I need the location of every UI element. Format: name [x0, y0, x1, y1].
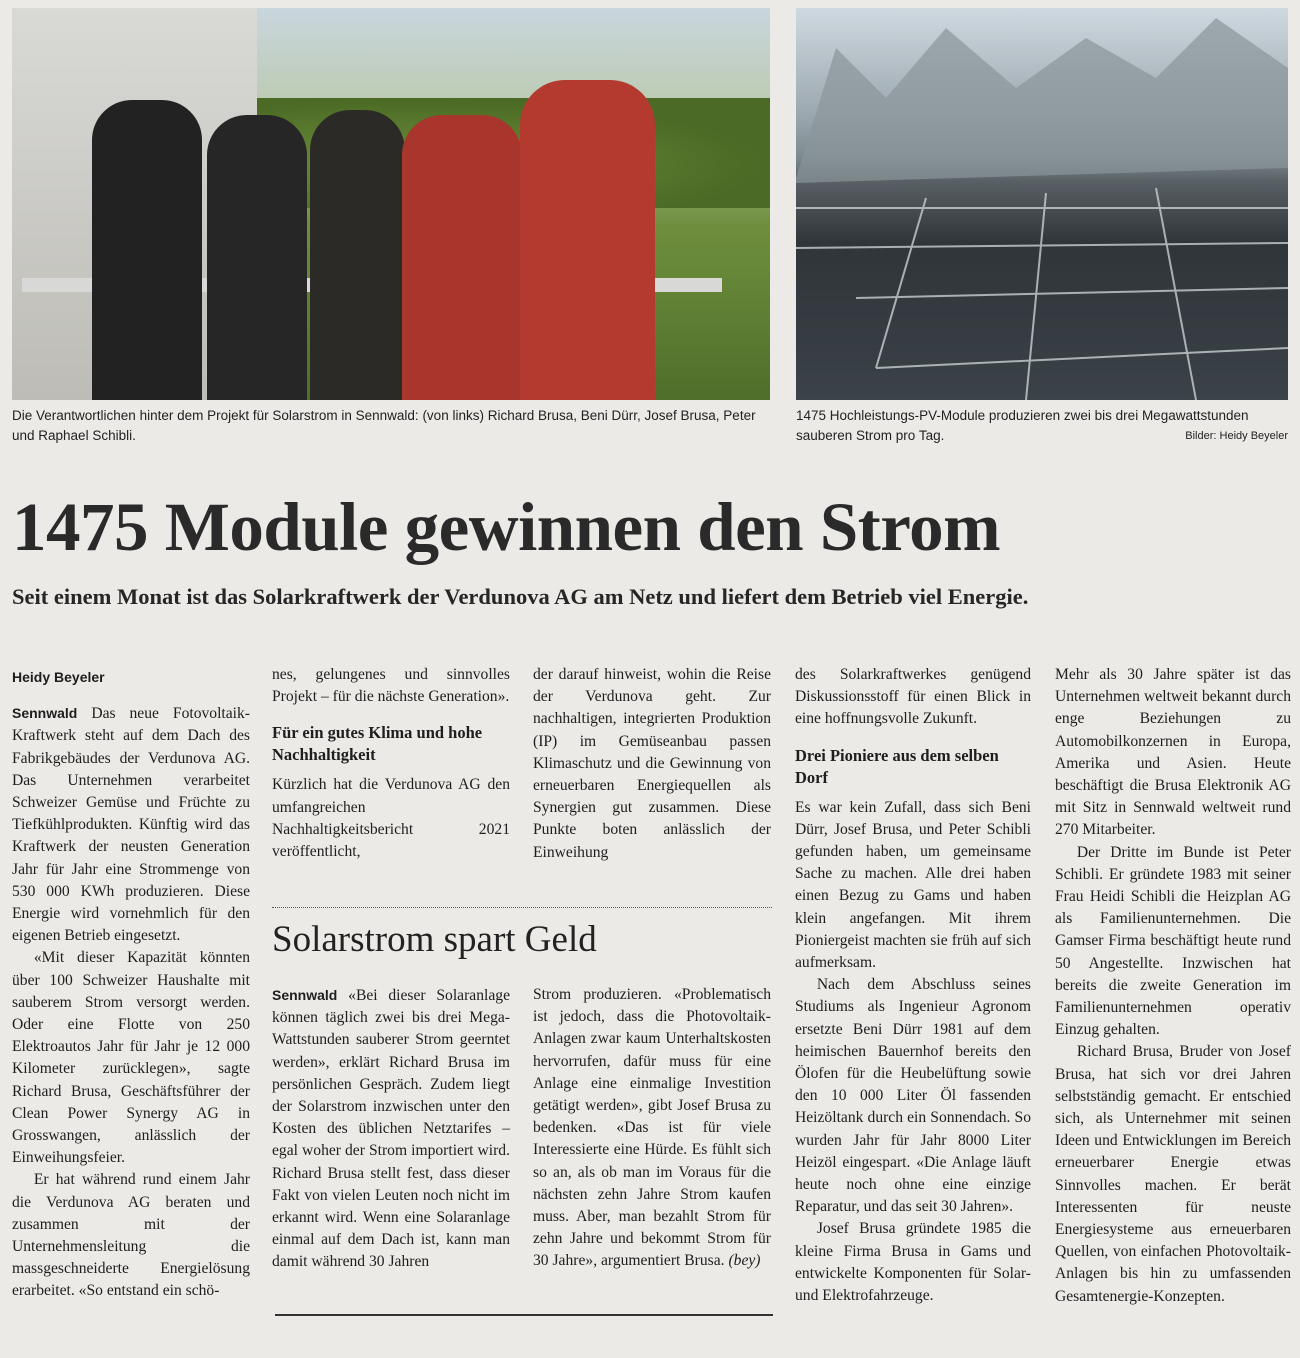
author-signature: (bey): [728, 1252, 761, 1270]
paragraph: Nach dem Abschluss seines Studiums als Ingenieur Agronom ersetzte Beni Dürr 1981 auf dem heimischen Bauernhof bereits den Ölofen für die Heubelüftung sowie den 10 000 Liter Öl fassenden Heizöltank durch ein Sonnendach. So wurden Jahr für Jahr 8000 Liter Heizöl eingespart. «Die Anlage läuft heute noch ohne eine einzige Reparatur, und das seit 30 Jahren».: [795, 976, 1031, 1216]
person-3: [310, 110, 405, 400]
sidebar-headline: Solarstrom spart Geld: [272, 919, 597, 960]
column-4: [795, 664, 1031, 1307]
column-3: [533, 664, 771, 864]
paragraph: Mehr als 30 Jahre später ist das Unternehmen weltweit bekannt durch enge Beziehungen zu Automobilkonzernen in Europa, Amerika und Asien. Heute beschäftigt die Brusa Elektronik AG mit Sitz in Sennwald weltweit rund 270 Mitarbeiter.: [1055, 666, 1291, 839]
paragraph: Josef Brusa gründete 1985 die kleine Firma Brusa in Gams und entwickelte Komponenten für Solar- und Elektrofahrzeuge.: [795, 1220, 1031, 1305]
sidebar-column-b: [533, 984, 771, 1273]
right-photo-caption: 1475 Hochleistungs-PV-Module produzieren zwei bis drei Megawattstunden sauberen Strom pro Tag.: [796, 408, 1249, 443]
person-5: [520, 80, 655, 400]
subhead: Drei Pioniere aus dem selben Dorf: [795, 745, 999, 787]
paragraph: nes, gelungenes und sinnvolles Projekt – für die nächste Generation».: [272, 666, 510, 706]
subtitle: Seit einem Monat ist das Solarkraftwerk der Verdunova AG am Netz und liefert dem Betrieb viel Energie.: [12, 584, 1029, 609]
panel-grid: [796, 8, 1288, 400]
paragraph: Es war kein Zufall, dass sich Beni Dürr, Josef Brusa, und Peter Schibli gefunden haben, um gemeinsame Sache zu machen. Alle drei haben einen Bezug zu Gams und haben klein angefangen. Mit ihrem Pioniergeist machten sie früh auf sich aufmerksam.: [795, 798, 1031, 972]
solar-panels-photo: [796, 8, 1288, 400]
sidebar-column-a: [272, 984, 510, 1274]
paragraph: «Mit dieser Kapazität könnten über 100 Schweizer Haushalte mit sauberem Strom versorgt werden. Oder eine Flotte von 250 Elektroautos Jahr für Jahr je 12 000 Kilometer zurücklegen», sagte Richard Brusa, Geschäftsführer der Clean Power Synergy AG in Grosswangen, anlässlich der Einweihungsfeier.: [12, 949, 250, 1167]
paragraph: der darauf hinweist, wohin die Reise der Verdunova geht. Zur nachhaltigen, integrierten Produktion (IP) im Gemüseanbau passen Klimaschutz und die Gewinnung von erneuerbaren Energiequellen als Synergien gut zusammen. Diese Punkte boten anlässlich der Einweihung: [533, 666, 771, 861]
paragraph: Richard Brusa, Bruder von Josef Brusa, hat sich vor drei Jahren selbstständig gemacht. Er entschied sich, als Unternehmer mit seinen Ideen und Entwicklungen im Bereich erneuerbarer Energie etwas Sinnvolles machen. Er berät Interessenten für neuste Energiesysteme aus erneuerbaren Quellen, von einfachen Photovoltaik-Anlagen bis hin zu umfassenden Gesamtenergie-Konzepten.: [1055, 1043, 1291, 1305]
paragraph: Der Dritte im Bunde ist Peter Schibli. Er gründete 1983 mit seiner Frau Heidi Schibli die Heizplan AG als Familienunternehmen. Die Gamser Firma beschäftigt heute rund 50 Angestellte. Inzwischen hat bereits die zweite Generation im Familienunternehmen operativ Einzug gehalten.: [1055, 843, 1291, 1039]
photo-credit: Bilder: Heidy Beyeler: [1185, 430, 1288, 442]
paragraph: des Solarkraftwerkes genügend Diskussionsstoff für einen Blick in eine hoffnungsvolle Zukunft.: [795, 666, 1031, 728]
column-2: [272, 664, 510, 863]
subhead: Für ein gutes Klima und hohe Nachhaltigkeit: [272, 723, 483, 765]
sidebar-dateline: Sennwald: [272, 987, 338, 1003]
dateline: Sennwald: [12, 705, 78, 722]
person-4: [402, 115, 522, 400]
left-photo-caption: Die Verantwortlichen hinter dem Projekt für Solarstrom in Sennwald: (von links) Richard Brusa, Beni Dürr, Josef Brusa, Peter und Raphael Schibli.: [12, 408, 756, 443]
byline: Heidy Beyeler: [12, 669, 105, 685]
sidebar-bottom-divider: [275, 1314, 773, 1316]
person-1: [92, 100, 202, 400]
paragraph: Das neue Fotovoltaik-Kraftwerk steht auf dem Dach des Fabrikgebäudes der Verdunova AG. Das Unternehmen verarbeitet Schweizer Gemüse und Früchte zu Tiefkühlprodukten. Künftig wird das Kraftwerk der neusten Generation Jahr für Jahr eine Strommenge von 530 000 KWh produzieren. Diese Energie wird vornehmlich für den eigenen Betrieb eingesetzt.: [12, 705, 250, 945]
sidebar-top-divider: [272, 907, 772, 908]
column-1: [12, 666, 250, 1303]
headline: 1475 Module gewinnen den Strom: [12, 489, 1001, 565]
paragraph: Er hat während rund einem Jahr die Verdunova AG beraten und zusammen mit der Unternehmensleitung die massgeschneiderte Energielösung erarbeitet. «So entstand ein schö-: [12, 1171, 250, 1300]
paragraph: Kürzlich hat die Verdunova AG den umfangreichen Nachhaltigkeitsbericht 2021 veröffentlicht,: [272, 776, 510, 861]
person-2: [207, 115, 307, 400]
paragraph: Strom produzieren. «Problematisch ist jedoch, dass die Photovoltaik-Anlagen zwar kaum Unterhaltskosten hervorrufen, dafür muss für eine Anlage eine einmalige Investition getätigt werden», gibt Josef Brusa zu bedenken. «Das ist für viele Interessierte eine Hürde. Es fühlt sich so an, als ob man im Voraus für die nächsten zehn Jahre Strom kaufen muss. Aber, man bezahlt Strom für zehn Jahre und bekommt Strom für 30 Jahre», argumentiert Brusa.: [533, 986, 771, 1270]
group-photo: [12, 8, 770, 400]
paragraph: «Bei dieser Solaranlage können täglich zwei bis drei Mega-Wattstunden sauberer Strom geerntet werden», erklärt Richard Brusa im persönlichen Gespräch. Zudem liegt der Solarstrom inzwischen unter den Kosten des üblichen Netztarifes – egal woher der Strom importiert wird. Richard Brusa stellt fest, dass dieser Fakt von vielen Leuten noch nicht im erkannt wird. Wenn eine Solaranlage einmal auf dem Dach ist, kann man damit während 30 Jahren: [272, 987, 510, 1271]
column-5: [1055, 664, 1291, 1308]
